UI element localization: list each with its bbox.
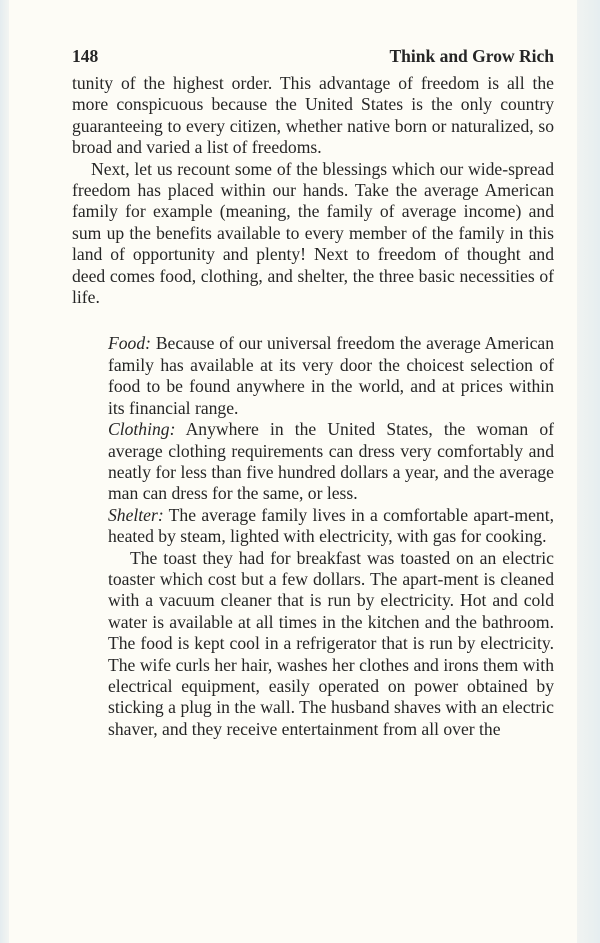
necessity-lead: Shelter: (108, 504, 164, 525)
book-title: Think and Grow Rich (389, 46, 554, 66)
necessity-shelter (108, 505, 554, 548)
book-page (72, 45, 554, 740)
running-head (72, 45, 554, 67)
page-edge-right (577, 0, 600, 943)
necessity-lead: Clothing: (108, 419, 176, 440)
necessity-text: The average family lives in a comfortable apart-ment, heated by steam, lighted with electricity, with gas for cooking. (108, 504, 554, 547)
page-number: 148 (72, 46, 99, 66)
paragraph-toast: The toast they had for breakfast was toasted on an electric toaster which cost but a few dollars. The apart-ment is cleaned with a vacuum cleaner that is run by electricity. Hot and cold water is available at all times in the kitchen and the bathroom. The food is kept cool in a refrigerator that is run by electricity. The wife curls her hair, washes her clothes and irons them with electrical equipment, easily operated on power obtained by sticking a plug in the wall. The husband shaves with an electric shaver, and they receive entertainment from all over the (108, 547, 554, 739)
page-edge-left (0, 0, 9, 943)
necessity-text: Anywhere in the United States, the woman of average clothing requirements can dress very comfortably and neatly for less than five hundred dollars a year, and the average man can dress for the same, or less. (108, 419, 554, 504)
necessity-lead: Food: (108, 333, 151, 354)
necessities-block (108, 333, 554, 740)
necessity-clothing (108, 419, 554, 505)
necessity-text: Because of our universal freedom the average American family has available at its very door the choicest selection of food to be found anywhere in the world, and at prices within its financial range. (108, 333, 554, 418)
paragraph-blessings: Next, let us recount some of the blessings which our wide-spread freedom has placed within our hands. Take the average American family for example (meaning, the family of average income) and sum up the benefits available to every member of the family in this land of opportunity and plenty! Next to freedom of thought and deed comes food, clothing, and shelter, the three basic necessities of life. (72, 158, 554, 308)
necessity-food (108, 333, 554, 419)
body-text (72, 73, 554, 740)
paragraph-continued: tunity of the highest order. This advantage of freedom is all the more conspicuous because the United States is the only country guaranteeing to every citizen, whether native born or naturalized, so broad and varied a list of freedoms. (72, 73, 554, 158)
